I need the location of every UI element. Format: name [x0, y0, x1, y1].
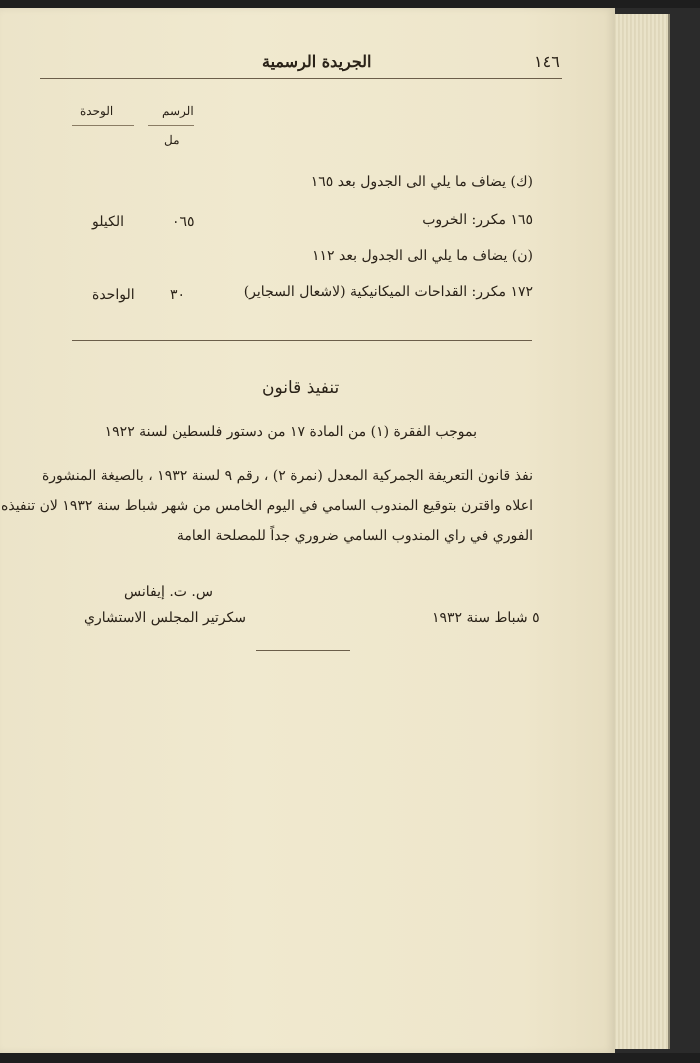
item-172-unit: الواحدة: [92, 287, 135, 303]
item-165-description: ١٦٥ مكرر: الخروب: [422, 212, 533, 228]
column-header-unit: الوحدة: [80, 104, 114, 118]
item-172-fee: ٣٠: [170, 287, 186, 303]
amendment-k: (ك) يضاف ما يلي الى الجدول بعد ١٦٥: [310, 174, 533, 190]
item-172-description: ١٧٢ مكرر: القداحات الميكانيكية (لاشعال السجاير): [243, 284, 533, 300]
amendment-n: (ن) يضاف ما يلي الى الجدول بعد ١١٢: [312, 248, 533, 264]
signatory-title: سكرتير المجلس الاستشاري: [84, 610, 247, 626]
column-header-fee-rule: [148, 125, 194, 126]
book-binding-bottom: [0, 1053, 700, 1063]
item-165-fee: ٠٦٥: [172, 214, 195, 230]
item-165-unit: الكيلو: [92, 214, 124, 230]
section-subtitle: بموجب الفقرة (١) من المادة ١٧ من دستور فلسطين لسنة ١٩٢٢: [104, 424, 477, 440]
section-title: تنفيذ قانون: [262, 378, 340, 398]
column-header-fee: الرسم: [162, 104, 194, 118]
signatory-name: س. ت. إيفانس: [124, 584, 213, 600]
paragraph-line-3: الفوري في راي المندوب السامي ضروري جداً للمصلحة العامة: [176, 528, 533, 544]
running-title: الجريدة الرسمية: [262, 52, 372, 71]
document-page: [0, 8, 615, 1053]
book-binding-top: [0, 0, 700, 8]
closing-rule: [256, 650, 350, 651]
paragraph-line-1: نفذ قانون التعريفة الجمركية المعدل (نمرة ٢) ، رقم ٩ لسنة ١٩٣٢ ، بالصيغة المنشورة: [41, 468, 533, 484]
signature-date: ٥ شباط سنة ١٩٣٢: [432, 610, 540, 626]
fee-unit-label: مل: [164, 133, 180, 147]
column-header-unit-rule: [72, 125, 134, 126]
page-number: ١٤٦: [534, 52, 560, 71]
paragraph-line-2: اعلاه واقترن بتوقيع المندوب السامي في اليوم الخامس من شهر شباط سنة ١٩٣٢ لان تنفيذه: [1, 498, 533, 514]
table-end-rule: [72, 340, 532, 341]
page-edges: [612, 14, 670, 1049]
header-rule: [40, 78, 562, 79]
